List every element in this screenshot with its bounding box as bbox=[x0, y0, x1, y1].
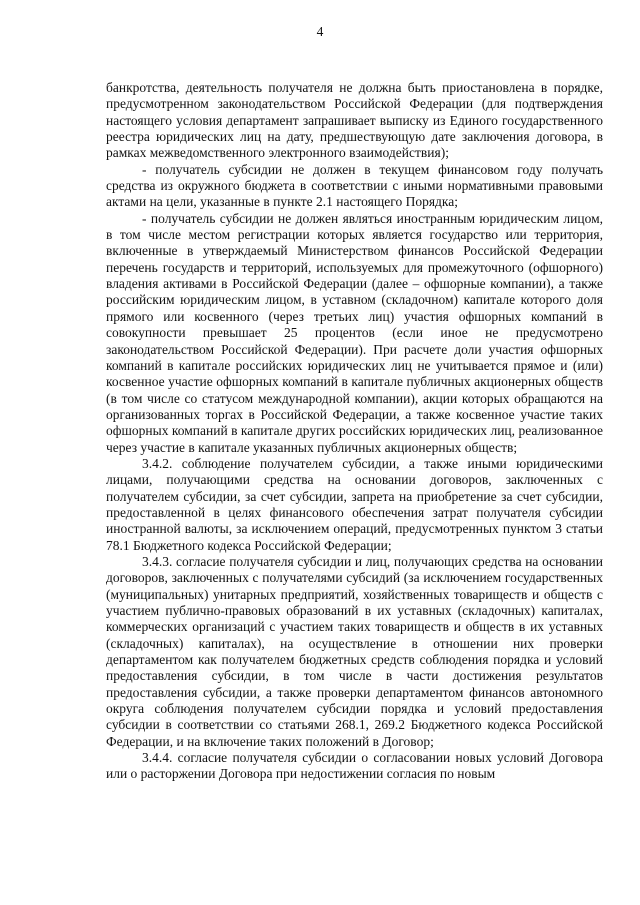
paragraph-6: 3.4.4. согласие получателя субсидии о согласовании новых условий Договора или о расторжении Договора при недостижении согласия по новым bbox=[106, 750, 603, 782]
paragraph-2: - получатель субсидии не должен в текущем финансовом году получать средства из окружного бюджета в соответствии с иными нормативными правовыми актами на цели, указанные в пункте 2.1 настоящего Порядка; bbox=[106, 161, 603, 210]
paragraph-3: - получатель субсидии не должен являться иностранным юридическим лицом, в том числе местом регистрации которых является государство или территория, включенные в утверждаемый Министерством финансов Российской Федерации перечень государств и территорий, используемых для промежуточного (офшорного) владения активами в Российской Федерации (далее – офшорные компании), а также российским юридическим лицом, в уставном (складочном) капитале которого доля прямого или косвенного (через третьих лиц) участия офшорных компаний в совокупности превышает 25 процентов (если иное не предусмотрено законодательством Российской Федерации). При расчете доли участия офшорных компаний в капитале российских юридических лиц не учитывается прямое и (или) косвенное участие офшорных компаний в капитале публичных акционерных обществ (в том числе со статусом международной компании), акции которых обращаются на организованных торгах в Российской Федерации, а также косвенное участие таких офшорных компаний в капитале других российских юридических лиц, реализованное через участие в капитале указанных публичных акционерных обществ; bbox=[106, 210, 603, 455]
page-number: 4 bbox=[316, 24, 324, 39]
document-body bbox=[106, 80, 603, 783]
paragraph-4: 3.4.2. соблюдение получателем субсидии, а также иными юридическими лицами, получающими средства на основании договоров, заключенных с получателем субсидии, за счет субсидии, запрета на приобретение за счет субсидии, предоставленной в целях финансового обеспечения затрат получателя субсидии иностранной валюты, за исключением операций, предусмотренных пунктом 3 статьи 78.1 Бюджетного кодекса Российской Федерации; bbox=[106, 455, 603, 553]
paragraph-5: 3.4.3. согласие получателя субсидии и лиц, получающих средства на основании договоров, заключенных с получателями субсидий (за исключением государственных (муниципальных) унитарных предприятий, хозяйственных товариществ и обществ с участием публично-правовых образований в их уставных (складочных) капиталах, коммерческих организаций с участием таких товариществ и обществ в их уставных (складочных) капиталах), на осуществление в отношении них проверки департаментом как получателем бюджетных средств соблюдения порядка и условий предоставления субсидии, в том числе в части достижения результатов предоставления субсидии, а также проверки департаментом финансов автономного округа соблюдения получателем субсидии порядка и условий предоставления субсидии в соответствии со статьями 268.1, 269.2 Бюджетного кодекса Российской Федерации, и на включение таких положений в Договор; bbox=[106, 553, 603, 749]
paragraph-1: банкротства, деятельность получателя не должна быть приостановлена в порядке, предусмотренном законодательством Российской Федерации (для подтверждения настоящего условия департамент запрашивает выписку из Единого государственного реестра юридических лиц на дату, предшествующую дате заключения договора, в рамках межведомственного электронного взаимодействия); bbox=[106, 80, 603, 161]
